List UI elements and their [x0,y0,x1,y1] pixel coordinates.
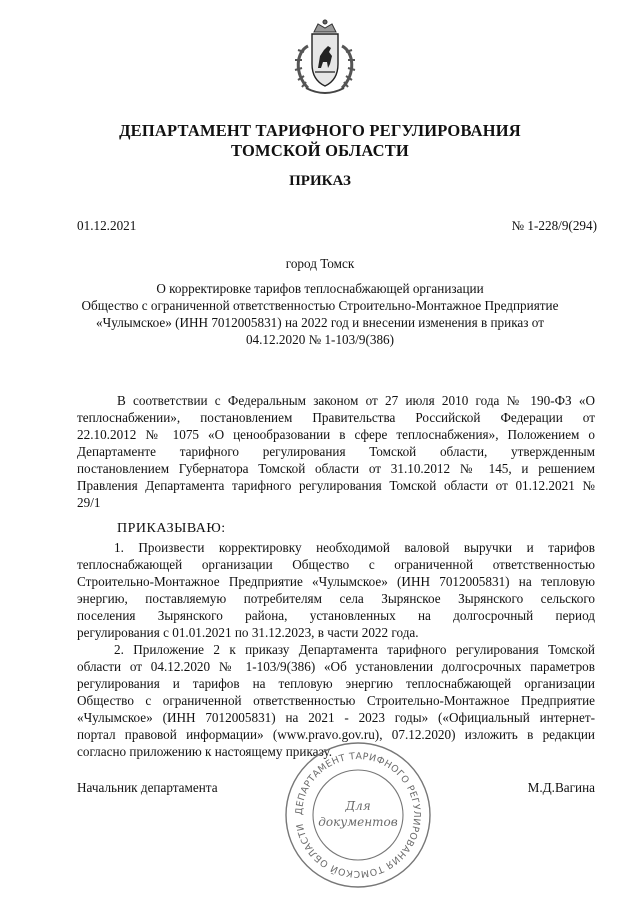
item1-line: теплоснабжающей организации Общество с ограниченной ответственностью [77,557,595,572]
coat-of-arms-emblem [290,18,360,102]
subject-line: Общество с ограниченной ответственностью Строительно-Монтажное Предприятие [81,298,559,313]
signer-title: Начальник департамента [77,780,218,795]
preamble-line: 29/1 [77,495,101,510]
official-stamp [283,740,433,890]
department-title-line2: ТОМСКОЙ ОБЛАСТИ [231,141,409,160]
stamp-ring-text: ДЕПАРТАМЕНТ ТАРИФНОГО РЕГУЛИРОВАНИЯ ТОМСКОЙ ОБЛАСТИ [293,750,423,880]
order-date: 01.12.2021 [77,218,137,233]
order-command-word: ПРИКАЗЫВАЮ: [117,521,226,536]
item1-line: поселения Зырянского района, установленных на долгосрочный период [77,608,595,623]
document-type-title: ПРИКАЗ [289,173,351,189]
item2-line: «Чулымское» (ИНН 7012005831) на 2021 - 2023 годы» («Официальный интернет- [77,710,595,725]
stamp-center-line1: Для [345,799,371,813]
city-name: город Томск [285,256,355,271]
stamp-center-line2: документов [318,815,398,829]
item2-line: согласно приложению к настоящему приказу. [77,744,333,759]
department-title-line1: ДЕПАРТАМЕНТ ТАРИФНОГО РЕГУЛИРОВАНИЯ [119,121,521,140]
preamble-line: В соответствии с Федеральным законом от 27 июля 2010 года № 190-ФЗ «О [117,393,595,408]
preamble-line: Правления Департамента тарифного регулирования Томской области от 01.12.2021 № [77,478,595,493]
preamble-line: постановлением Губернатора Томской области от 31.10.2012 № 145, и решением [77,461,595,476]
item1-line: Строительно-Монтажное Предприятие «Чулымское» (ИНН 7012005831) на тепловую [77,574,595,589]
subject-line: «Чулымское» (ИНН 7012005831) на 2022 год и внесении изменения в приказ от [96,315,544,330]
preamble-line: 22.10.2012 № 1075 «О ценообразовании в сфере теплоснабжения», Положением о [77,427,595,442]
subject-line: 04.12.2020 № 1-103/9(386) [245,332,395,347]
order-number: № 1-228/9(294) [511,218,597,233]
preamble-line: теплоснабжении», постановлением Правительства Российской Федерации от [77,410,595,425]
signer-name: М.Д.Вагина [527,780,595,795]
item2-line: области от 04.12.2020 № 1-103/9(386) «Об установлении долгосрочных параметров [77,659,595,674]
item1-line: энергию, поставляемую потребителям села Зырянское Зырянского сельского [77,591,595,606]
item2-line: 2. Приложение 2 к приказу Департамента тарифного регулирования Томской [114,642,595,657]
item2-line: регулирования и тарифов на тепловую энергию теплоснабжающей организации [77,676,595,691]
item1-line: регулирования с 01.01.2021 по 31.12.2023, в части 2022 года. [77,625,419,640]
item1-line: 1. Произвести корректировку необходимой валовой выручки и тарифов [114,540,595,555]
subject-line: О корректировке тарифов теплоснабжающей организации [156,281,484,296]
item2-line: Общество с ограниченной ответственностью Строительно-Монтажное Предприятие [77,693,595,708]
preamble-line: Департаменте тарифного регулирования Томской области, утвержденным [77,444,595,459]
item2-line: портал правовой информации» (www.pravo.gov.ru), 07.12.2020) изложить в редакции [77,727,595,742]
